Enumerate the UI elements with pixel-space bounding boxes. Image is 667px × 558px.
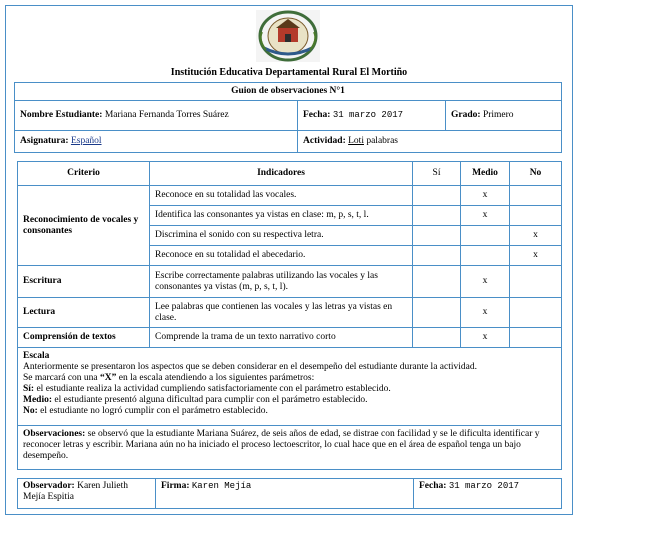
- scale-line-2-start: Se marcará con una: [23, 373, 101, 383]
- scale-si-label: Sí:: [23, 384, 35, 394]
- subject-label: Asignatura:: [20, 136, 69, 146]
- scale-title: Escala: [23, 351, 50, 361]
- signature-cell: [156, 479, 414, 509]
- footer-table: [17, 478, 562, 509]
- activity-value-underlined: Loti: [348, 136, 364, 146]
- observations-cell: [18, 426, 562, 470]
- si-cell: [413, 266, 461, 298]
- grade-cell: [446, 101, 562, 131]
- scale-si-text: el estudiante realiza la actividad cumpliendo satisfactoriamente con el parámetro establecido.: [34, 384, 391, 394]
- scale-medio-text: el estudiante presentó alguna dificultad para cumplir con el parámetro establecido.: [52, 395, 368, 405]
- observer-value: Karen Julieth Mejía Espitia: [23, 481, 129, 502]
- student-label: Nombre Estudiante:: [20, 110, 103, 120]
- header-indicadores: Indicadores: [150, 162, 413, 186]
- date-label: Fecha:: [303, 110, 331, 120]
- institution-name: Institución Educativa Departamental Rural El Mortiño: [170, 67, 408, 78]
- no-cell: [510, 266, 562, 298]
- header-no: No: [510, 162, 562, 186]
- medio-cell: x: [461, 186, 510, 206]
- scale-no-label: No:: [23, 406, 38, 416]
- subject-cell: [15, 131, 298, 153]
- observations-label: Observaciones:: [23, 429, 86, 439]
- info-table: [14, 82, 562, 153]
- no-cell: [510, 206, 562, 226]
- indicator-cell: Reconoce en su totalidad las vocales.: [150, 186, 413, 206]
- footer-date-cell: [414, 479, 562, 509]
- table-row: [18, 328, 562, 348]
- medio-cell: x: [461, 328, 510, 348]
- date-value: 31 marzo 2017: [332, 110, 404, 120]
- medio-cell: x: [461, 298, 510, 328]
- si-cell: [413, 186, 461, 206]
- no-cell: [510, 298, 562, 328]
- indicator-cell: Comprende la trama de un texto narrativo corto: [150, 328, 413, 348]
- scale-line-2: [23, 373, 556, 384]
- table-row: [18, 266, 562, 298]
- footer-date-value: 31 marzo 2017: [448, 481, 520, 491]
- medio-cell: x: [461, 206, 510, 226]
- medio-cell: [461, 226, 510, 246]
- grade-value: Primero: [482, 110, 514, 120]
- criteria-table: [17, 161, 562, 470]
- indicator-cell: Reconoce en su totalidad el abecedario.: [150, 246, 413, 266]
- criterion-lectura: Lectura: [18, 298, 150, 328]
- table-row: [18, 186, 562, 206]
- observations-text: se observó que la estudiante Mariana Suárez, de seis años de edad, se distrae con facilidad y se le dificulta identificar y reconocer letras y escribir. Mariana aún no ha iniciado el proceso lectoescritor, lo cual hace que en el área de español tenga un bajo desempeño.: [23, 429, 540, 461]
- si-cell: [413, 226, 461, 246]
- activity-cell: [298, 131, 562, 153]
- student-cell: [15, 101, 298, 131]
- activity-label: Actividad:: [303, 136, 346, 146]
- si-cell: [413, 206, 461, 226]
- indicator-cell: Discrimina el sonido con su respectiva letra.: [150, 226, 413, 246]
- activity-value-rest: palabras: [363, 136, 398, 146]
- no-cell: x: [510, 226, 562, 246]
- scale-cell: [18, 348, 562, 426]
- table-row: [18, 298, 562, 328]
- si-cell: [413, 298, 461, 328]
- grade-label: Grado:: [451, 110, 481, 120]
- criterion-comprension: Comprensión de textos: [18, 328, 150, 348]
- scale-line-1: Anteriormente se presentaron los aspectos que se deben considerar en el desempeño del estudiante durante la actividad.: [23, 362, 477, 372]
- scale-x-mark: “X”: [100, 373, 117, 383]
- scale-si: [23, 384, 556, 395]
- no-cell: x: [510, 246, 562, 266]
- observer-label: Observador:: [23, 481, 75, 491]
- indicator-cell: Lee palabras que contienen las vocales y las letras ya vistas en clase.: [150, 298, 413, 328]
- criterion-reconocimiento: Reconocimiento de vocales y consonantes: [18, 186, 150, 266]
- no-cell: [510, 186, 562, 206]
- footer-date-label: Fecha:: [419, 481, 447, 491]
- criterion-escritura: Escritura: [18, 266, 150, 298]
- header-medio: Medio: [461, 162, 510, 186]
- scale-no-text: el estudiante no logró cumplir con el parámetro establecido.: [37, 406, 268, 416]
- medio-cell: [461, 246, 510, 266]
- si-cell: [413, 246, 461, 266]
- indicator-cell: Identifica las consonantes ya vistas en clase: m, p, s, t, l.: [150, 206, 413, 226]
- institution-logo: [256, 10, 320, 62]
- student-name: Mariana Fernanda Torres Suárez: [104, 110, 229, 120]
- guide-title: Guion de observaciones N°1: [15, 83, 562, 101]
- indicator-cell: Escribe correctamente palabras utilizando las vocales y las consonantes ya vistas (m, p, s, t, l).: [150, 266, 413, 298]
- signature-label: Firma:: [161, 481, 190, 491]
- observer-cell: [18, 479, 156, 509]
- subject-value[interactable]: Español: [70, 136, 102, 146]
- scale-line-2-end: en la escala atendiendo a los siguientes parámetros:: [116, 373, 315, 383]
- no-cell: [510, 328, 562, 348]
- date-cell: [298, 101, 446, 131]
- scale-medio-label: Medio:: [23, 395, 53, 405]
- scale-no: [23, 406, 556, 417]
- header-si: Sí: [413, 162, 461, 186]
- signature-value: Karen Mejía: [191, 481, 252, 491]
- medio-cell: x: [461, 266, 510, 298]
- scale-medio: [23, 395, 556, 406]
- header-criterio: Criterio: [18, 162, 150, 186]
- si-cell: [413, 328, 461, 348]
